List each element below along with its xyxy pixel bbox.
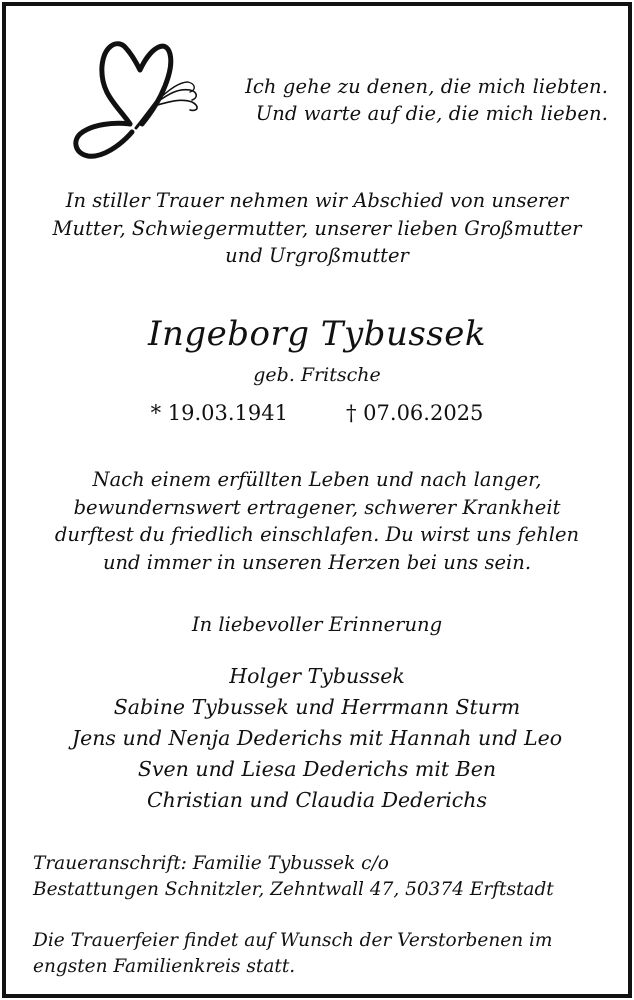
address-line: Traueranschrift: Familie Tybussek c/o [33, 853, 389, 874]
mourner-entry: Sven und Liesa Dederichs mit Ben [137, 757, 497, 781]
mourners-list [0, 661, 634, 816]
motto-line: Und warte auf die, die mich lieben. [255, 102, 608, 125]
mourner-entry: Holger Tybussek [229, 664, 405, 688]
intro-text [0, 187, 634, 270]
death-date: † 07.06.2025 [346, 401, 484, 425]
ceremony-note [33, 928, 552, 980]
ceremony-line: engsten Familienkreis statt. [33, 956, 296, 977]
message-line: bewundernswert ertragener, schwerer Krankheit [73, 495, 561, 519]
motto-line: Ich gehe zu denen, die mich liebten. [245, 75, 608, 98]
deceased-name: Ingeborg Tybussek [148, 314, 486, 354]
farewell-message [0, 466, 634, 576]
intro-line: und Urgroßmutter [225, 244, 409, 267]
message-line: durftest du friedlich einschlafen. Du wirst uns fehlen [54, 523, 580, 546]
intro-line: In stiller Trauer nehmen wir Abschied von unserer [65, 189, 569, 212]
mourning-address [33, 851, 554, 903]
mourner-entry: Sabine Tybussek und Herrmann Sturm [113, 695, 521, 719]
message-line: Nach einem erfüllten Leben und nach langer, [92, 468, 542, 491]
mourner-entry: Jens und Nenja Dederichs mit Hannah und Leo [71, 726, 563, 750]
birth-date: * 19.03.1941 [150, 401, 288, 425]
maiden-name: geb. Fritsche [253, 364, 381, 386]
motto-quote [245, 73, 608, 127]
intro-line: Mutter, Schwiegermutter, unserer lieben Großmutter [52, 216, 582, 240]
remembrance-heading: In liebevoller Erinnerung [191, 613, 443, 636]
address-line: Bestattungen Schnitzler, Zehntwall 47, 50374 Erftstadt [33, 879, 554, 900]
life-dates [0, 398, 634, 428]
butterfly-icon [58, 36, 206, 162]
message-line: und immer in unseren Herzen bei uns sein. [102, 550, 532, 574]
mourner-entry: Christian und Claudia Dederichs [146, 788, 487, 812]
ceremony-line: Die Trauerfeier findet auf Wunsch der Verstorbenen im [33, 930, 553, 951]
